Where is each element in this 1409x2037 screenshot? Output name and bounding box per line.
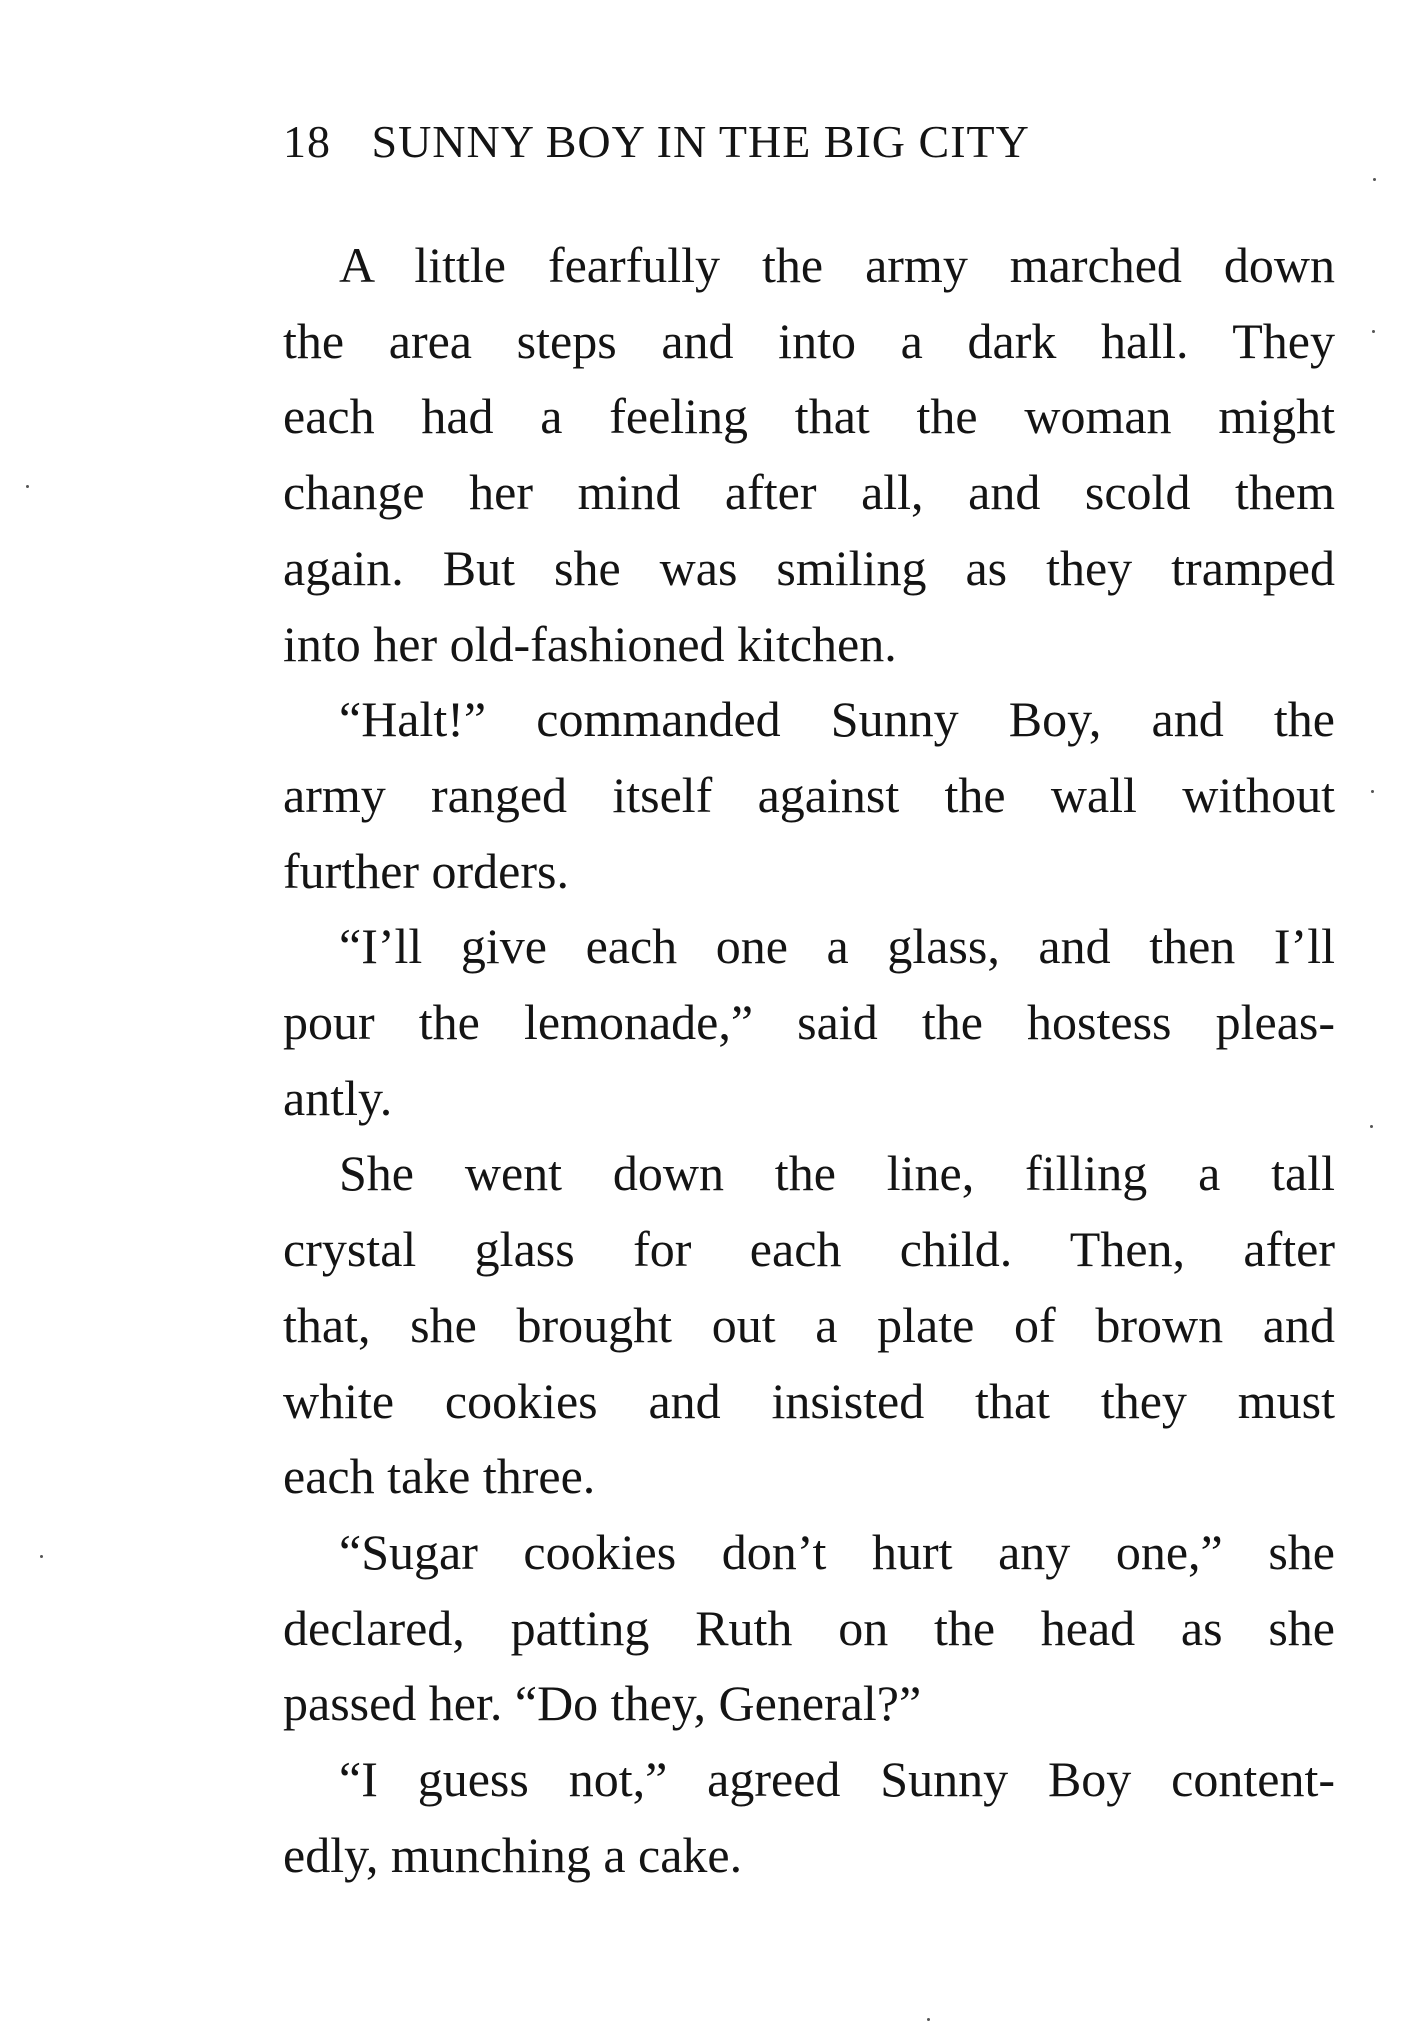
text-line: further orders. <box>283 842 569 899</box>
text-line: white cookies and insisted that they must <box>283 1372 1335 1429</box>
text-line: “Sugar cookies don’t hurt any one,” she <box>339 1523 1335 1580</box>
running-head <box>283 112 1223 172</box>
text-line: each take three. <box>283 1448 596 1505</box>
scan-speck <box>40 1555 43 1558</box>
scan-speck <box>1372 330 1375 333</box>
text-line: crystal glass for each child. Then, after <box>283 1221 1335 1278</box>
text-line: “Halt!” commanded Sunny Boy, and the <box>339 691 1335 748</box>
scan-speck <box>1370 1125 1373 1128</box>
paragraph <box>283 682 1335 909</box>
text-line: each had a feeling that the woman might <box>283 388 1335 445</box>
paragraph <box>283 909 1335 1136</box>
scan-speck <box>1371 790 1374 793</box>
text-line: change her mind after all, and scold them <box>283 464 1335 521</box>
text-line: “I guess not,” agreed Sunny Boy content- <box>339 1751 1335 1808</box>
paragraph <box>283 1742 1335 1893</box>
paragraph <box>283 228 1335 682</box>
running-title: SUNNY BOY IN THE BIG CITY <box>371 116 1030 167</box>
paragraph <box>283 1515 1335 1742</box>
text-line: edly, munching a cake. <box>283 1826 743 1883</box>
scan-speck <box>1373 178 1376 181</box>
text-line: A little fearfully the army marched down <box>339 237 1335 293</box>
text-line: declared, patting Ruth on the head as she <box>283 1599 1335 1656</box>
text-line: antly. <box>283 1069 393 1126</box>
text-line: army ranged itself against the wall without <box>283 766 1335 823</box>
text-line: again. But she was smiling as they tramped <box>283 539 1335 596</box>
text-line: into her old-fashioned kitchen. <box>283 615 897 672</box>
text-line: passed her. “Do they, General?” <box>283 1675 922 1732</box>
page-number: 18 <box>283 116 331 167</box>
text-line: “I’ll give each one a glass, and then I’ll <box>339 918 1335 975</box>
text-line: the area steps and into a dark hall. They <box>283 312 1335 369</box>
text-line: that, she brought out a plate of brown and <box>283 1296 1335 1353</box>
paragraph <box>283 1136 1335 1515</box>
scan-speck <box>26 485 29 488</box>
text-line: She went down the line, filling a tall <box>339 1145 1335 1202</box>
scan-speck <box>927 2018 930 2021</box>
text-line: pour the lemonade,” said the hostess pleas- <box>283 994 1335 1051</box>
body-text <box>283 228 1335 1893</box>
